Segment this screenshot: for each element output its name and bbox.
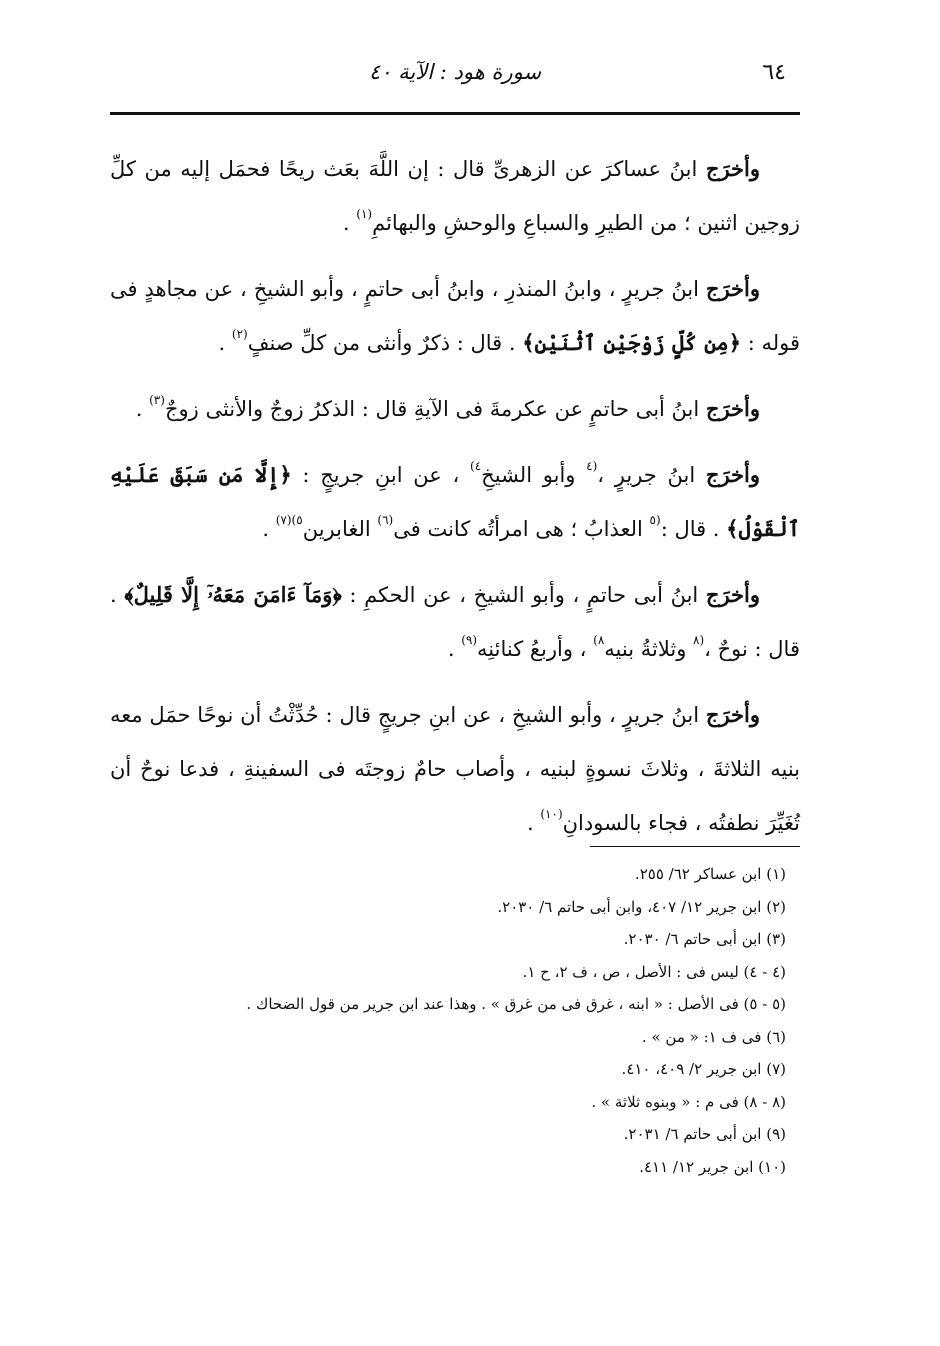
paragraph-text: ابنُ عساكرَ عن الزهرىِّ قال : إن اللَّهَ بعَث ريحًا فحمَل إليه من كلِّ زوجين اثنين ؛ من الطيرِ والسباعِ والوحشِ والبهائمِ [110,157,800,235]
paragraph-lead: وأخرَج [705,582,760,607]
paragraph-lead: وأخرَج [705,396,760,421]
header-rule [110,112,800,115]
footnote-ref: ٥)(٧) [275,513,303,527]
footnote-item: (٢) ابن جرير ١٢/ ٤٠٧، وابن أبى حاتم ٦/ ٢٠٣٠. [497,897,786,916]
paragraph-text: ابنُ أبى حاتمٍ ، وأبو الشيخِ ، عن الحكمِ : [341,583,706,607]
footnote-ref: (٣) [149,393,165,407]
paragraph-end: . [342,211,357,235]
footnote-item: (١) ابن عساكر ٦٢/ ٢٥٥. [634,865,786,883]
paragraph-text: . قال : نوحٌ ، [110,583,800,661]
footnote-ref: (٩) [461,633,478,647]
paragraph-text: ابنُ أبى حاتمٍ عن عكرمةَ فى الآيةِ قال : الذكرُ زوجٌ والأنثى زوجٌ [164,397,706,421]
footnote-item: (٦) فى ف ١: « من » . [641,1027,786,1046]
paragraph-text: ، وأربعُ كنائنِه [477,637,594,661]
paragraph-4 [110,448,800,556]
footnote-ref: ٨) [593,633,605,647]
quran-quote: ﴿إِلَّا مَن سَبَقَ عَلَيْهِ ٱلْقَوْلُ﴾ [110,462,800,541]
footnote-item: (٨ - ٨) فى م : « وبنوه ثلاثة » . [591,1092,786,1111]
footnote-ref: (٢) [231,327,248,341]
paragraph-lead: وأخرَج [705,702,760,727]
paragraph-text: ابنُ جريرٍ ، وأبو الشيخِ ، عن ابنِ جريجٍ قال : حُدِّثْتُ أن نوحًا حمَل معه بنيه الثلاثةَ ، وثلاثَ نسوةٍ لبنيه ، وأصاب حامٌ زوجتَه فى السفينةِ ، فدعا نوحٌ أن تُغَيِّرَ نطفتُه ، فجاء بالسودانِ [110,703,800,835]
paragraph-6 [110,688,800,850]
paragraph-3 [110,382,800,436]
paragraph-text: وثلاثةُ بنيه [604,637,694,661]
footnotes-list [110,858,800,1183]
paragraph-end: . [447,637,462,661]
footnote-item: (٥ - ٥) فى الأصل : « ابنه ، غرق فى من غرق » . وهذا عند ابن جرير من قول الضحاك . [246,995,786,1013]
paragraph-end: . [135,397,150,421]
paragraph-end: . [527,811,541,835]
page-header [110,58,800,98]
paragraph-end: . [262,517,276,541]
paragraph-text: العذابُ ؛ هى امرأتُه كانت فى [393,517,650,541]
footnote-ref: (٥ [649,513,661,527]
footnote-ref: (١٠) [540,807,563,821]
quran-quote: ﴿مِن كُلٍّ زَوْجَيْنِ ٱثْنَيْنِ﴾ [522,330,742,355]
footnote-item: (٧) ابن جرير ٢/ ٤٠٩، ٤١٠. [621,1060,786,1078]
footnote-ref: ٤) [470,459,482,473]
paragraph-text: . قال : [660,517,727,541]
paragraph-text: ، عن ابنِ جريجٍ : [291,463,471,487]
footnote-ref: (٨ [693,633,705,647]
footnote-ref: (٤ [586,459,598,473]
footnote-ref: (١) [356,207,373,221]
page-number: ٦٤ [762,60,786,85]
running-title: سورة هود : الآية ٤٠ [368,60,542,84]
footnote-item: (٣) ابن أبى حاتم ٦/ ٢٠٣٠. [623,930,786,948]
body-text [110,142,800,862]
footnote-item: (١٠) ابن جرير ١٢/ ٤١١. [639,1157,786,1176]
quran-quote: ﴿وَمَآ ءَامَنَ مَعَهُۥٓ إِلَّا قَلِيلٌ﴾ [124,582,342,607]
paragraph-end: . [218,331,232,355]
paragraph-text: ابنُ جريرٍ ، وابنُ المنذرِ ، وابنُ أبى حاتمٍ ، وأبو الشيخِ ، عن مجاهدٍ فى قوله : [110,277,800,355]
footnote-rule [590,846,800,847]
paragraph-text: ابنُ جريرٍ ، [597,463,706,487]
paragraph-5 [110,568,800,676]
paragraph-lead: وأخرَج [705,156,760,181]
paragraph-lead: وأخرَج [705,276,760,301]
paragraph-text: . قال : ذكرٌ وأنثى من كلِّ صنفٍ [247,331,523,355]
footnote-item: (٩) ابن أبى حاتم ٦/ ٢٠٣١. [623,1125,786,1143]
paragraph-text: وأبو الشيخِ [481,463,587,487]
footnote-item: (٤ - ٤) ليس فى : الأصل ، ص ، ف ٢، ح ١. [522,962,786,981]
footnote-ref: (٦) [377,513,394,527]
paragraph-1 [110,142,800,250]
paragraph-text: الغابرين [302,517,378,541]
paragraph-2 [110,262,800,370]
paragraph-lead: وأخرَج [705,462,760,487]
